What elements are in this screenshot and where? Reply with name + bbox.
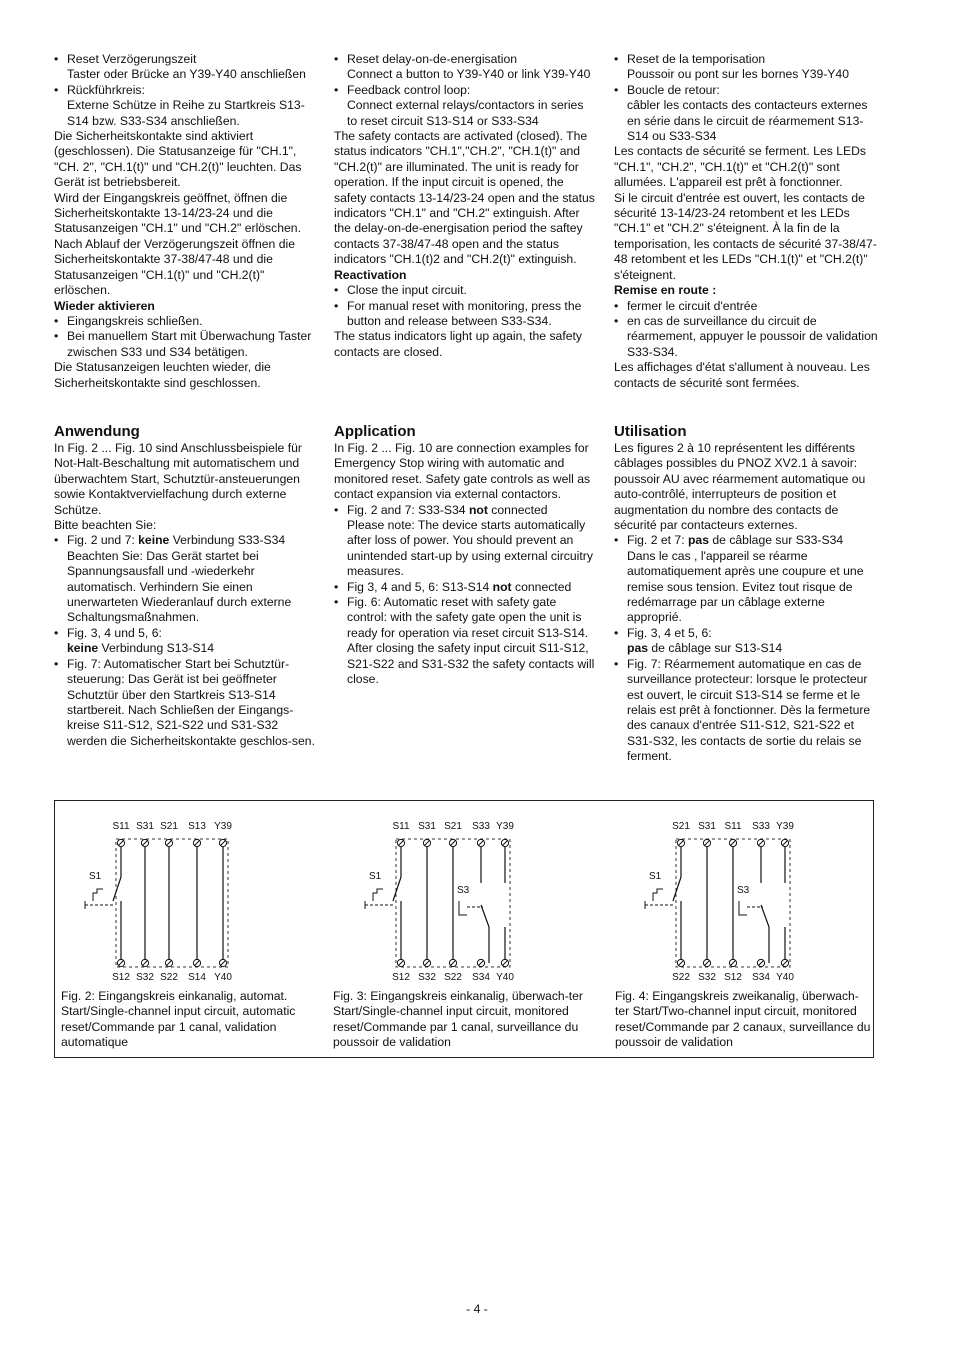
terminal-label: S32 bbox=[418, 972, 436, 983]
switch-contact bbox=[673, 877, 681, 901]
figure-caption: Fig. 4: Eingangskreis zweikanalig, überwach-ter Start/Two-channel input circuit, monitored reset/Commande par 2 canaux, surveillance du poussoir de validation bbox=[615, 989, 871, 1050]
figure-caption: Fig. 2: Eingangskreis einkanalig, automat. Start/Single-channel input circuit, automatic reset/Commande par 1 canal, validation automatique bbox=[61, 989, 296, 1050]
text: Verbindung S33-S34 bbox=[169, 533, 286, 548]
list-item bbox=[54, 52, 316, 83]
subheading: Reactivation bbox=[334, 267, 407, 282]
list-item bbox=[614, 52, 878, 83]
list-item: • Fig. 7: Réarmement automatique en cas de surveillance protecteur: lorsque le protecteur est ouvert, le circuit S13-S14 se ferme et le relais est prêt à fonctionner. Dès la fermeture des canaux d'entrée S11-S12, S21-S22 et S31-S32, les contacts de sortie du relais se ferment. bbox=[614, 657, 878, 765]
wiring-diagram-fig3 bbox=[335, 815, 615, 985]
text: connected bbox=[511, 579, 572, 594]
terminal-label: S32 bbox=[136, 972, 154, 983]
paragraph: Les contacts de sécurité se ferment. Les LEDs "CH.1", "CH.2", "CH.1(t)" et "CH.2(t)" sont allumées. L'appareil est prêt à fonctionner. bbox=[614, 144, 866, 190]
figure-box bbox=[54, 800, 874, 1058]
actuator bbox=[93, 889, 103, 901]
list-item bbox=[54, 533, 316, 625]
section-anwendung bbox=[54, 423, 316, 749]
list-item: • en cas de surveillance du circuit de réarmement, appuyer le poussoir de validation S33-S34. bbox=[614, 314, 878, 360]
terminal-enclosure bbox=[116, 839, 228, 967]
list-item bbox=[54, 83, 316, 129]
emphasis: not bbox=[468, 502, 488, 517]
paragraph: Bitte beachten Sie: bbox=[54, 518, 157, 533]
paragraph: Die Sicherheitskontakte sind aktiviert (geschlossen). Die Statusanzeige für "CH.1", "CH. 2", "CH.1(t)" und "CH.2(t)" leuchten. Das Gerät ist betriebsbereit. bbox=[54, 129, 302, 190]
terminal-label: Y40 bbox=[214, 972, 232, 983]
list-item: • Eingangskreis schließen. bbox=[54, 314, 316, 329]
terminal-label: S31 bbox=[418, 821, 436, 832]
text: de câblage sur S13-S14 bbox=[648, 641, 783, 656]
list-item: • Fig. 7: Automatischer Start bei Schutztür-steuerung: Das Gerät ist bei geöffneter Schutztür über den Startkreis S13-S14 startbereit. Nach Schließen der Eingangs-kreise S11-S12, S21-S22 und S31-S32 werden die Sicherheitskontakte geschlos-sen. bbox=[54, 657, 316, 749]
paragraph: Si le circuit d'entrée est ouvert, les contacts de sécurité 13-14/23-24 retombent et les LEDs "CH.1" et "CH.2" s'éteignent. À la fin de la temporisation, les contacts de sécurité 37-38/47-48 retombent et les LEDs "CH.1(t)" et "CH.2(t)" s'éteignent. bbox=[614, 190, 877, 282]
terminal-label: S31 bbox=[136, 821, 154, 832]
wiring-lines bbox=[393, 839, 510, 967]
list-item-label: Reset delay-on-de-energisation bbox=[347, 52, 518, 66]
page-number: - 4 - bbox=[466, 1302, 488, 1316]
list-item-detail: Beachten Sie: Das Gerät startet bei Spannungsausfall und -wiederkehr automatisch. Verhindern Sie einen unerwarteten Wiederanlauf durch externe Schaltungsmaßnahmen. bbox=[67, 548, 292, 625]
switch-label: S1 bbox=[369, 871, 382, 882]
emphasis: pas bbox=[687, 533, 709, 548]
terminal-label: Y40 bbox=[776, 972, 794, 983]
list-item-detail: câbler les contacts des contacteurs externes en série dans le circuit de réarmement S13-S14 ou S33-S34 bbox=[627, 98, 868, 144]
push-button bbox=[459, 901, 467, 915]
list-item-detail: Externe Schütze in Reihe zu Startkreis S13-S14 bzw. S33-S34 anschließen. bbox=[67, 98, 305, 128]
switch-label: S3 bbox=[737, 885, 750, 896]
paragraph: Les affichages d'état s'allument à nouveau. Les contacts de sécurité sont fermées. bbox=[614, 360, 870, 390]
list-item-detail: Please note: The device starts automatically after loss of power. You should prevent an unintended start-up by using external circuitry measures. bbox=[347, 518, 593, 579]
terminal-label: S12 bbox=[392, 972, 410, 983]
push-button bbox=[739, 901, 747, 915]
section-application bbox=[334, 423, 596, 688]
section-heading: Anwendung bbox=[54, 423, 140, 440]
paragraph: The safety contacts are activated (closed). The status indicators "CH.1","CH.2", "CH.1(t)" and "CH.2(t)" are illuminated. The unit is ready for operation. If the input circuit is opened, the safety contacts 13-14/23-24 open and the status indicators "CH.1" and "CH.2" extinguish. After the delay-on-de-energisation period the saftey contacts 37-38/47-48 open and the status indicators "CH.1(t)2 and "CH.2(t)" extinguish. bbox=[334, 129, 595, 267]
terminal-label: S32 bbox=[698, 972, 716, 983]
text: connected bbox=[487, 502, 548, 517]
actuator bbox=[653, 889, 663, 901]
wiring-lines bbox=[673, 839, 790, 967]
list-item bbox=[54, 626, 316, 657]
list-item-detail: Taster oder Brücke an Y39-Y40 anschließen bbox=[67, 67, 306, 82]
figure-4 bbox=[615, 801, 873, 1057]
text: Fig. 2 and 7: S33-S34 bbox=[347, 502, 469, 517]
subheading: Remise en route : bbox=[614, 283, 717, 298]
list-item bbox=[614, 533, 878, 625]
switch-label: S1 bbox=[89, 871, 102, 882]
text: Fig. 2 et 7: bbox=[627, 533, 688, 548]
terminal-label: S33 bbox=[752, 821, 770, 832]
emphasis: not bbox=[492, 579, 512, 594]
list-item-label: Feedback control loop: bbox=[347, 82, 471, 97]
terminal-label: S31 bbox=[698, 821, 716, 832]
section-heading: Application bbox=[334, 423, 416, 440]
text: Verbindung S13-S14 bbox=[98, 641, 215, 656]
terminal-label: S34 bbox=[752, 972, 770, 983]
terminal-label: S21 bbox=[444, 821, 462, 832]
figure-2 bbox=[55, 801, 335, 1057]
wiring-diagram-fig2 bbox=[55, 815, 335, 985]
switch-contact bbox=[761, 905, 769, 927]
switch-symbols bbox=[645, 871, 763, 915]
switch-label: S3 bbox=[457, 885, 470, 896]
column-german bbox=[54, 52, 316, 391]
switch-label: S1 bbox=[649, 871, 662, 882]
column-french bbox=[614, 52, 878, 391]
paragraph: Les figures 2 à 10 représentent les différents câblages possibles du PNOZ XV2.1 à savoir: poussoir AU avec réarmement automatique ou auto-contrôlé, interrupteurs de position et augmentation du nombre des contacts de sécurité par contacteurs externes. bbox=[614, 441, 866, 533]
list-item-label: Reset de la temporisation bbox=[627, 52, 766, 66]
section-utilisation bbox=[614, 423, 878, 765]
subheading: Wieder aktivieren bbox=[54, 298, 155, 313]
terminal-label: S21 bbox=[160, 821, 178, 832]
paragraph: Die Statusanzeigen leuchten wieder, die Sicherheitskontakte sind geschlossen. bbox=[54, 360, 271, 390]
list-item-label: Reset Verzögerungszeit bbox=[67, 52, 197, 66]
list-item-detail: Connect external relays/contactors in series to reset circuit S13-S14 or S33-S34 bbox=[347, 98, 584, 128]
terminal-label: S13 bbox=[188, 821, 206, 832]
terminal-label: S21 bbox=[672, 821, 690, 832]
list-item-label: Boucle de retour: bbox=[627, 82, 720, 97]
column-english bbox=[334, 52, 596, 360]
actuator bbox=[373, 889, 383, 901]
terminal-label: S12 bbox=[112, 972, 130, 983]
list-item bbox=[334, 503, 596, 580]
terminal-label: Y39 bbox=[214, 821, 232, 832]
emphasis: pas bbox=[627, 641, 649, 656]
figure-3 bbox=[335, 801, 615, 1057]
text: Fig. 2 und 7: bbox=[67, 533, 139, 548]
list-item bbox=[334, 580, 596, 595]
paragraph: In Fig. 2 ... Fig. 10 are connection examples for Emergency Stop wiring with automatic and monitored reset. Safety gate controls as well as contact expansion via external contactors. bbox=[334, 441, 591, 502]
text: Fig. 3, 4 und 5, 6: bbox=[67, 625, 162, 640]
terminal-label: Y39 bbox=[776, 821, 794, 832]
switch-symbols bbox=[85, 871, 113, 909]
terminal-label: S11 bbox=[392, 821, 410, 832]
text: Fig 3, 4 and 5, 6: S13-S14 bbox=[347, 579, 493, 594]
terminal-label: S34 bbox=[472, 972, 490, 983]
list-item-detail bbox=[627, 641, 878, 656]
terminal-label: S33 bbox=[472, 821, 490, 832]
wiring-lines bbox=[113, 839, 228, 967]
list-item: • fermer le circuit d'entrée bbox=[614, 299, 878, 314]
emphasis: keine bbox=[67, 641, 99, 656]
terminal-label: S14 bbox=[188, 972, 206, 983]
text: de câblage sur S33-S34 bbox=[708, 533, 844, 548]
list-item bbox=[614, 83, 878, 145]
terminal-label: S22 bbox=[672, 972, 690, 983]
list-item-detail: Poussoir ou pont sur les bornes Y39-Y40 bbox=[627, 67, 849, 82]
emphasis: keine bbox=[138, 533, 170, 548]
list-item: • Bei manuellem Start mit Überwachung Taster zwischen S33 und S34 betätigen. bbox=[54, 329, 316, 360]
terminal-label: S11 bbox=[724, 821, 742, 832]
terminal-label: Y39 bbox=[496, 821, 514, 832]
list-item: • For manual reset with monitoring, press the button and release between S33-S34. bbox=[334, 299, 596, 330]
list-item-detail: Connect a button to Y39-Y40 or link Y39-Y40 bbox=[347, 67, 591, 82]
figure-caption: Fig. 3: Eingangskreis einkanalig, überwach-ter Start/Single-channel input circuit, monitored reset/Commande par 1 canal, surveillance du poussoir de validation bbox=[333, 989, 583, 1050]
terminal-label: S22 bbox=[160, 972, 178, 983]
paragraph: The status indicators light up again, the safety contacts are closed. bbox=[334, 329, 582, 359]
list-item: • Fig. 6: Automatic reset with safety gate control: with the safety gate open the unit is ready for operation via reset circuit S13-S14. After closing the safety input circuit S11-S12, S21-S22 and S31-S32 the safety contacts will close. bbox=[334, 595, 596, 687]
wiring-diagram-fig4 bbox=[615, 815, 873, 985]
section-heading: Utilisation bbox=[614, 423, 687, 440]
list-item-detail bbox=[67, 641, 316, 656]
terminal-label: Y40 bbox=[496, 972, 514, 983]
list-item-detail: Dans le cas , l'appareil se réarme automatiquement après une coupure et une remise sous tension. Evitez tout risque de redémarrage par un câblage externe approprié. bbox=[627, 548, 864, 625]
list-item: • Close the input circuit. bbox=[334, 283, 596, 298]
switch-contact bbox=[393, 877, 401, 901]
list-item-label: Rückführkreis: bbox=[67, 82, 145, 97]
list-item bbox=[334, 83, 596, 129]
switch-contact bbox=[481, 905, 489, 927]
list-item bbox=[334, 52, 596, 83]
terminal-label: S12 bbox=[724, 972, 742, 983]
text: Fig. 3, 4 et 5, 6: bbox=[627, 625, 712, 640]
paragraph: In Fig. 2 ... Fig. 10 sind Anschlussbeispiele für Not-Halt-Beschaltung mit automatischem und überwachtem Start, Schutztür-ansteuerungen sowie Kontaktvervielfachung durch externe Schütze. bbox=[54, 441, 302, 517]
paragraph: Wird der Eingangskreis geöffnet, öffnen die Sicherheitskontakte 13-14/23-24 und die Statusanzeigen "CH.1" und "CH.2" erlöschen. Nach Ablauf der Verzögerungszeit öffnen die Sicherheitskontakte 37-38/47-48 und die Statusanzeigen "CH.1(t)" und "CH.2(t)" erlöschen. bbox=[54, 190, 301, 298]
terminal-label: S11 bbox=[112, 821, 130, 832]
terminal-label: S22 bbox=[444, 972, 462, 983]
list-item bbox=[614, 626, 878, 657]
switch-symbols bbox=[365, 871, 483, 915]
switch-contact bbox=[113, 877, 121, 901]
